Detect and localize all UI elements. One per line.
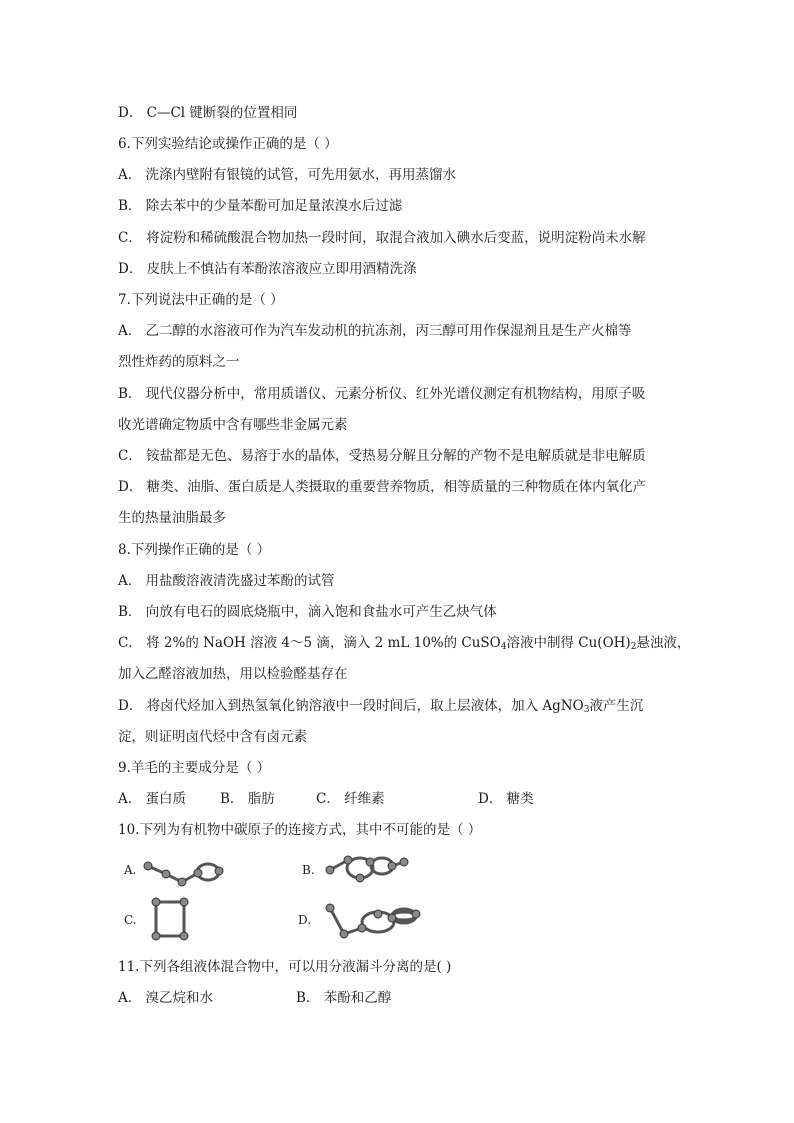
q8-stem: 8.下列操作正确的是（ ） <box>118 542 271 558</box>
q10-stem: 10.下列为有机物中碳原子的连接方式，其中不可能的是（ ） <box>118 822 482 838</box>
q6-option-a: A． 洗涤内壁附有银镜的试管，可先用氨水，再用蒸馏水 <box>118 167 457 183</box>
q7-option-b: B． 现代仪器分析中，常用质谱仪、元素分析仪、红外光谱仪测定有机物结构，用原子吸 <box>118 386 646 402</box>
q8-option-d: D． 将卤代烃加入到热氢氧化钠溶液中一段时间后，取上层液体，加入 AgNO$_3$液产生沉 <box>118 698 644 715</box>
q8-option-c-cont: 加入乙醛溶液加热，用以检验醛基存在 <box>118 666 348 682</box>
q9-stem: 9.羊毛的主要成分是（ ） <box>118 760 271 776</box>
q5-option-d: D． C—Cl 键断裂的位置相同 <box>118 105 298 121</box>
q9-option-d: D． 糖类 <box>478 791 534 807</box>
q8-option-a: A． 用盐酸溶液清洗盛过苯酚的试管 <box>118 573 335 589</box>
q6-option-d: D． 皮肤上不慎沾有苯酚浓溶液应立即用酒精洗涤 <box>118 261 417 277</box>
q10-label-a: A. <box>124 863 137 877</box>
q10-label-d: D. <box>298 913 312 927</box>
q8-option-d-cont: 淀，则证明卤代烃中含有卤元素 <box>118 729 307 745</box>
q6-option-c: C． 将淀粉和稀硫酸混合物加热一段时间，取混合液加入碘水后变蓝，说明淀粉尚未水解 <box>118 230 646 246</box>
q7-option-c: C． 铵盐都是无色、易溶于水的晶体，受热易分解且分解的产物不是电解质就是非电解质 <box>118 448 646 464</box>
q9-option-a: A． 蛋白质 <box>118 791 187 807</box>
q11-option-b: B． 苯酚和乙醇 <box>296 990 392 1006</box>
carbon-chain-a-figure <box>140 852 240 888</box>
q7-option-d-cont: 生的热量油脂最多 <box>118 510 226 526</box>
q7-option-b-cont: 收光谱确定物质中含有哪些非金属元素 <box>118 417 348 433</box>
q10-label-b: B. <box>302 863 315 877</box>
q10-label-c: C. <box>124 913 137 927</box>
q7-stem: 7.下列说法中正确的是（ ） <box>118 292 284 308</box>
q6-option-b: B． 除去苯中的少量苯酚可加足量浓溴水后过滤 <box>118 198 403 214</box>
q7-option-d: D． 糖类、油脂、蛋白质是人类摄取的重要营养物质，相等质量的三种物质在体内氧化产 <box>118 479 647 495</box>
carbon-chain-d-figure <box>320 900 430 946</box>
carbon-chain-b-figure <box>322 850 422 886</box>
q11-option-a: A． 溴乙烷和水 <box>118 990 214 1006</box>
q9-option-c: C． 纤维素 <box>316 791 385 807</box>
q6-stem: 6.下列实验结论或操作正确的是（ ） <box>118 136 338 152</box>
q7-option-a-cont: 烈性炸药的原料之一 <box>118 354 240 370</box>
carbon-ring-c-figure <box>148 896 192 944</box>
q7-option-a: A． 乙二醇的水溶液可作为汽车发动机的抗冻剂，丙三醇可用作保湿剂且是生产火棉等 <box>118 323 632 339</box>
q8-option-c: C． 将 2%的 NaOH 溶液 4～5 滴，滴入 2 mL 10%的 CuSO$_4$溶液中制得 $Cu(OH)_2$悬浊液， <box>118 635 691 652</box>
q8-option-b: B． 向放有电石的圆底烧瓶中，滴入饱和食盐水可产生乙炔气体 <box>118 604 497 620</box>
q11-stem: 11.下列各组液体混合物中，可以用分液漏斗分离的是( ) <box>118 959 452 975</box>
q9-option-b: B． 脂肪 <box>220 791 275 807</box>
